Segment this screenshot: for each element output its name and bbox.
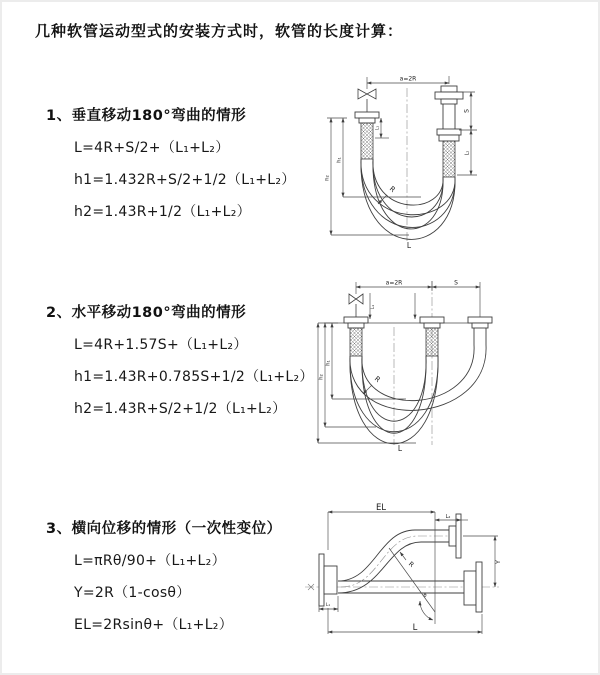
dimension-l <box>328 608 482 634</box>
dim-label-l: L <box>412 623 418 633</box>
formula-line: Y=2R（1-cosθ） <box>74 585 191 601</box>
left-pipe-assembly <box>344 317 368 356</box>
length-label: L <box>406 241 412 250</box>
right-flange <box>464 562 482 612</box>
formula-line: h1=1.43R+0.785S+1/2（L₁+L₂） <box>74 369 314 385</box>
upper-flange <box>449 514 461 558</box>
dim-label-l2: L₂ <box>445 514 451 520</box>
dim-label-l1: L₁ <box>375 125 381 131</box>
dim-label-l1: L₁ <box>325 603 331 608</box>
dim-label-l2: L₂ <box>464 150 471 156</box>
radius-callout <box>378 185 397 204</box>
section-3-heading: 3、横向位移的情形（一次性变位） <box>46 521 282 537</box>
hose-s-curve <box>338 530 449 593</box>
formula-line: EL=2Rsinθ+（L₁+L₂） <box>74 617 234 633</box>
angle-label: θ <box>423 593 427 599</box>
hose-u-bend-curves <box>350 345 486 444</box>
dim-label-h2: h₂ <box>325 175 331 181</box>
dimension-s <box>432 280 480 288</box>
formula-line: h1=1.432R+S/2+1/2（L₁+L₂） <box>74 172 296 188</box>
section-lateral-displacement <box>46 513 282 641</box>
dim-label-s: S <box>463 109 471 113</box>
formula-line: L=πRθ/90+（L₁+L₂） <box>74 553 226 569</box>
formula-line: h2=1.43R+S/2+1/2（L₁+L₂） <box>74 401 287 417</box>
section-2-heading: 2、水平移动180°弯曲的情形 <box>46 305 247 321</box>
hose-u-bend-curves <box>361 159 455 239</box>
dimension-l1 <box>375 118 390 138</box>
dim-label-a2r: a=2R <box>399 75 417 83</box>
left-flange <box>319 554 337 606</box>
page-title: 几种软管运动型式的安装方式时，软管的长度计算： <box>35 22 404 40</box>
formula-line: h2=1.43R+1/2（L₁+L₂） <box>74 204 251 220</box>
left-pipe-assembly <box>355 112 379 159</box>
dimension-a-2r <box>367 76 449 90</box>
radius-label: R <box>406 559 416 569</box>
section-horizontal-bend <box>46 297 314 425</box>
dim-label-h1: h₁ <box>336 157 343 163</box>
small-reference-arrows <box>370 293 415 319</box>
dimension-l <box>318 323 416 452</box>
radius-label: R <box>387 184 397 195</box>
dim-label-s: S <box>454 279 458 287</box>
formula-line: L=4R+1.57S+（L₁+L₂） <box>74 337 248 353</box>
dimension-a-2r <box>356 280 480 318</box>
section-vertical-bend <box>46 100 296 228</box>
diagram-vertical-180-bend <box>325 72 495 258</box>
dimension-h2 <box>319 323 377 427</box>
dim-label-h2: h₂ <box>318 374 325 380</box>
diagram-horizontal-180-bend <box>316 277 494 456</box>
diagram-lateral-displacement <box>303 502 503 656</box>
dim-label-y: Y <box>494 560 502 564</box>
length-label: L <box>397 444 403 452</box>
dimension-l2 <box>457 130 477 175</box>
right-pipe-assembly <box>468 317 492 345</box>
section-1-heading: 1、垂直移动180°弯曲的情形 <box>46 108 247 124</box>
dim-label-el: EL <box>375 503 387 513</box>
dimension-l2 <box>435 514 468 520</box>
formula-line: L=4R+S/2+（L₁+L₂） <box>74 140 230 156</box>
valve-icon <box>358 89 376 112</box>
dim-label-h1: h₁ <box>325 360 332 366</box>
middle-pipe-assembly <box>420 317 444 356</box>
right-pipe-assembly <box>435 86 463 177</box>
dimension-el <box>325 503 435 624</box>
dim-label-a2r: a=2R <box>385 279 403 287</box>
valve-icon <box>349 294 363 317</box>
dim-label-l1: L₁ <box>371 304 376 310</box>
radius-label: R <box>372 374 382 385</box>
